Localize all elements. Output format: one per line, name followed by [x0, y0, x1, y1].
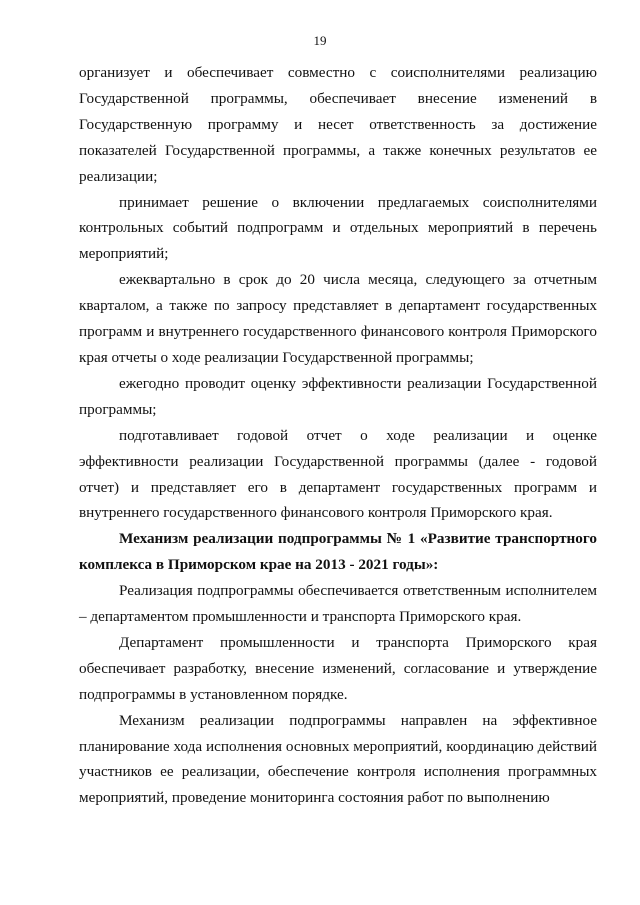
section-heading: Механизм реализации подпрограммы № 1 «Развитие транспортного комплекса в Приморском крае на 2013 - 2021 годы»: [79, 530, 597, 574]
paragraph-mechanism: Механизм реализации подпрограммы направлен на эффективное планирование хода исполнения основных мероприятий, координацию действий участников ее реализации, обеспечение контроля исполнения программных мероприятий, проведение мониторинга состояния работ по выполнению [79, 711, 597, 807]
paragraph-quarterly-report: ежеквартально в срок до 20 числа месяца, следующего за отчетным кварталом, а также по запросу представляет в департамент государственных программ и внутреннего государственного финансового контроля Приморского края отчеты о ходе реализации Государственной программы; [79, 271, 597, 366]
paragraph-annual-report: подготавливает годовой отчет о ходе реализации и оценке эффективности реализации Государственной программы (далее - годовой отчет) и представляет его в департамент государственных программ и внутреннего государственного финансового контроля Приморского края. [79, 426, 597, 522]
page-number: 19 [313, 33, 327, 48]
paragraph-department-duties: Департамент промышленности и транспорта Приморского края обеспечивает разработку, внесение изменений, согласование и утверждение подпрограммы в установленном порядке. [79, 633, 597, 703]
paragraph-decision: принимает решение о включении предлагаемых соисполнителями контрольных событий подпрограмм и отдельных мероприятий в перечень мероприятий; [79, 193, 597, 263]
paragraph-responsible-executor: Реализация подпрограммы обеспечивается ответственным исполнителем – департаментом промышленности и транспорта Приморского края. [79, 582, 597, 626]
paragraph-organizes: организует и обеспечивает совместно с соисполнителями реализацию Государственной программы, обеспечивает внесение изменений в Государственную программу и несет ответственность за достижение показателей Государственной программы, а также конечных результатов ее реализации; [79, 64, 597, 185]
document-body [79, 60, 597, 811]
paragraph-annual-assessment: ежегодно проводит оценку эффективности реализации Государственной программы; [79, 374, 597, 418]
